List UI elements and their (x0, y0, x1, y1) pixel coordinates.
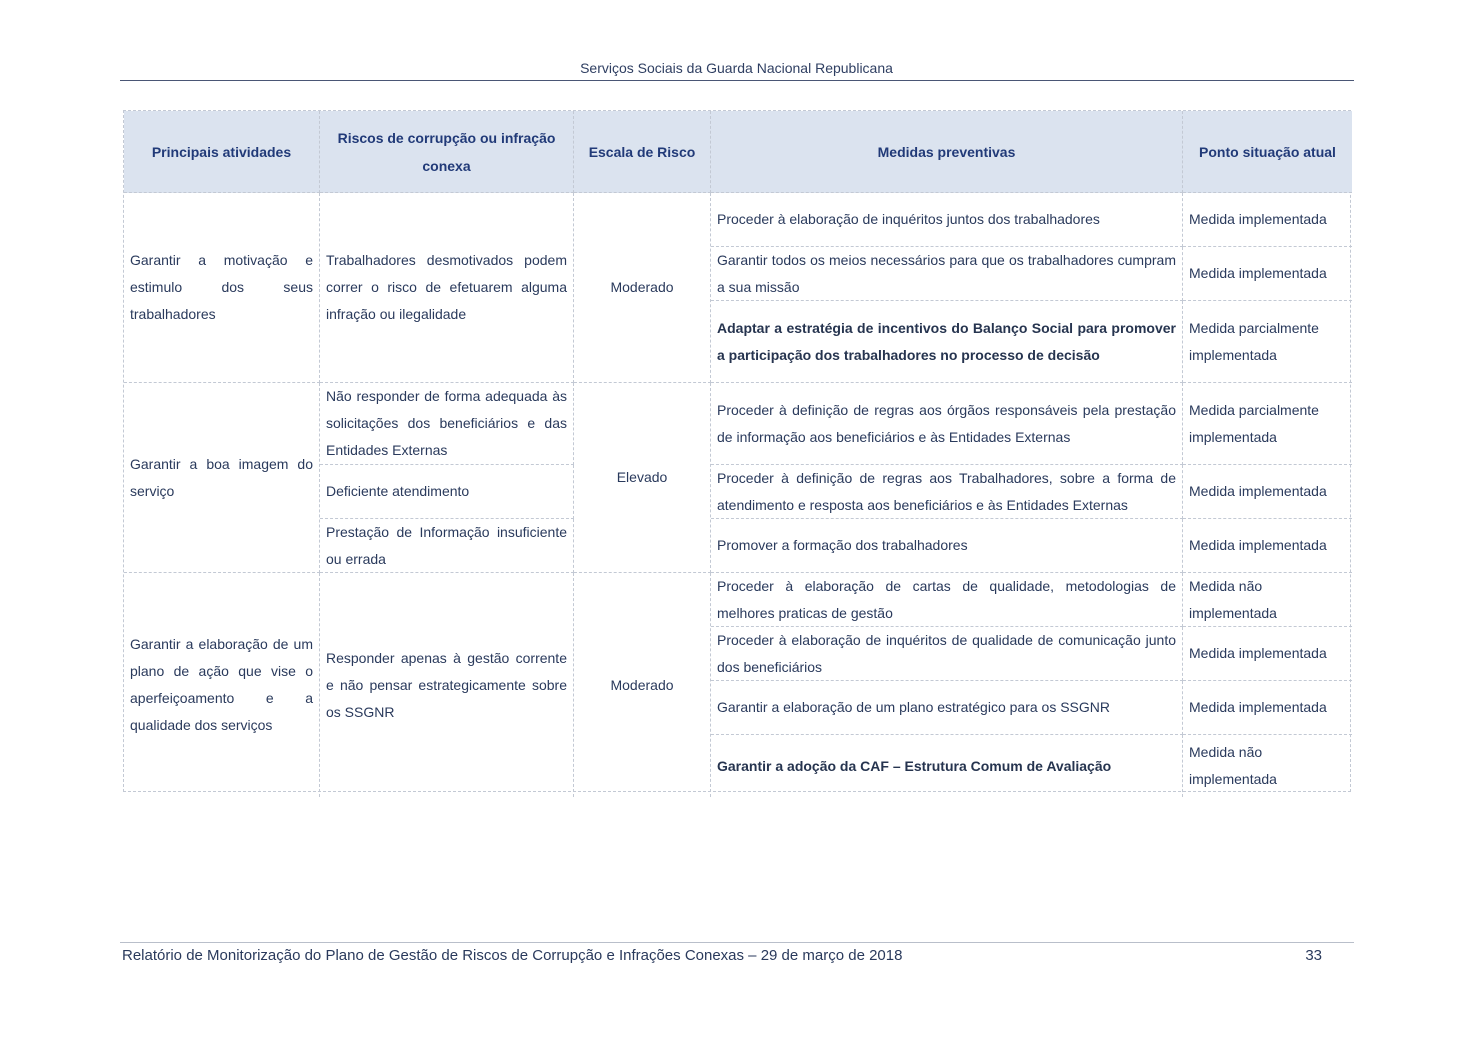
activity-cell: Garantir a elaboração de um plano de ação que vise o aperfeiçoamento e a qualidade dos serviços (124, 573, 320, 797)
measure-cell: Proceder à definição de regras aos órgãos responsáveis pela prestação de informação aos beneficiários e às Entidades Externas (711, 383, 1183, 465)
page-header-title: Serviços Sociais da Guarda Nacional Republicana (580, 60, 893, 76)
measure-cell: Promover a formação dos trabalhadores (711, 519, 1183, 573)
status-cell: Medida implementada (1183, 681, 1352, 735)
risk-scale-cell: Moderado (574, 573, 711, 797)
status-cell: Medida implementada (1183, 193, 1352, 247)
risk-cell: Trabalhadores desmotivados podem correr o risco de efetuarem alguma infração ou ilegalidade (320, 193, 574, 383)
footer-title: Relatório de Monitorização do Plano de Gestão de Riscos de Corrupção e Infrações Conexas – 29 de março de 2018 (122, 947, 903, 964)
header-rule (120, 80, 1354, 81)
status-cell: Medida implementada (1183, 465, 1352, 519)
status-cell: Medida não implementada (1183, 573, 1352, 627)
column-header-activities: Principais atividades (124, 111, 320, 193)
risk-table (123, 110, 1351, 792)
risk-scale-cell: Elevado (574, 383, 711, 573)
column-header-status: Ponto situação atual (1183, 111, 1352, 193)
status-cell: Medida parcialmente implementada (1183, 383, 1352, 465)
status-cell: Medida implementada (1183, 627, 1352, 681)
measure-cell: Proceder à elaboração de cartas de qualidade, metodologias de melhores praticas de gestão (711, 573, 1183, 627)
status-cell: Medida implementada (1183, 247, 1352, 301)
measure-cell: Adaptar a estratégia de incentivos do Balanço Social para promover a participação dos trabalhadores no processo de decisão (711, 301, 1183, 383)
risk-cell: Responder apenas à gestão corrente e não pensar estrategicamente sobre os SSGNR (320, 573, 574, 797)
measure-cell: Garantir a elaboração de um plano estratégico para os SSGNR (711, 681, 1183, 735)
risk-cell: Não responder de forma adequada às solicitações dos beneficiários e das Entidades Externas (320, 383, 574, 465)
column-header-risks: Riscos de corrupção ou infração conexa (320, 111, 574, 193)
status-cell: Medida não implementada (1189, 744, 1277, 787)
column-header-measures: Medidas preventivas (711, 111, 1183, 193)
risk-cell: Deficiente atendimento (320, 465, 574, 519)
status-cell: Medida implementada (1183, 519, 1352, 573)
measure-cell: Proceder à definição de regras aos Trabalhadores, sobre a forma de atendimento e resposta aos beneficiários e às Entidades Externas (711, 465, 1183, 519)
risk-scale-cell: Moderado (574, 193, 711, 383)
column-header-risk-scale: Escala de Risco (574, 111, 711, 193)
status-cell: Medida parcialmente implementada (1183, 301, 1352, 383)
activity-cell: Garantir a boa imagem do serviço (124, 383, 320, 573)
measure-cell: Proceder à elaboração de inquéritos juntos dos trabalhadores (711, 193, 1183, 247)
activity-cell: Garantir a motivação e estimulo dos seus trabalhadores (124, 193, 320, 383)
page-number: 33 (1305, 947, 1322, 964)
measure-cell: Garantir a adoção da CAF – Estrutura Comum de Avaliação (711, 735, 1183, 797)
measure-cell: Proceder à elaboração de inquéritos de qualidade de comunicação junto dos beneficiários (711, 627, 1183, 681)
risk-cell: Prestação de Informação insuficiente ou errada (320, 519, 574, 573)
footer-rule (120, 942, 1354, 943)
measure-cell: Garantir todos os meios necessários para que os trabalhadores cumpram a sua missão (711, 247, 1183, 301)
